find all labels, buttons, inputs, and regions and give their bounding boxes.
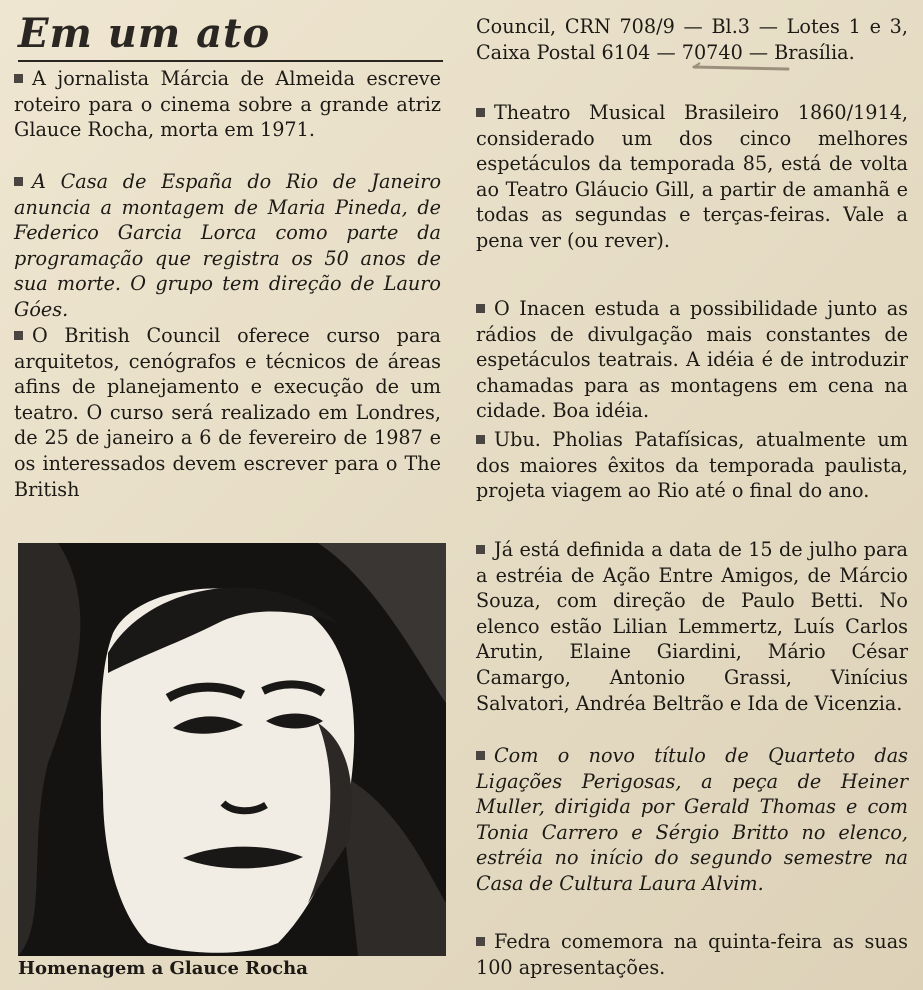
portrait-photo (18, 543, 446, 956)
bullet-icon (476, 545, 485, 554)
right-paragraph-4: Ubu. Pholias Patafísicas, atualmente um dos maiores êxitos da temporada paulista, projeta viagem ao Rio até o final do ano. (476, 428, 908, 503)
staple-icon (692, 60, 792, 74)
bullet-icon (476, 108, 485, 117)
right-paragraph-7: Fedra comemora na quinta-feira as suas 100 apresentações. (476, 930, 908, 979)
left-paragraph-2: A Casa de España do Rio de Janeiro anuncia a montagem de Maria Pineda, de Federico Garcia Lorca como parte da programação que registra os 50 anos de sua morte. O grupo tem direção de Lauro Góes. (14, 170, 441, 321)
bullet-icon (14, 74, 23, 83)
article-title: Em um ato (18, 10, 443, 62)
bullet-icon (14, 177, 23, 186)
bullet-icon (14, 331, 23, 340)
right-paragraph-3: O Inacen estuda a possibilidade junto as rádios de divulgação mais constantes de espetáculos teatrais. A idéia é de introduzir chamadas para as montagens em cena na cidade. Boa idéia. (476, 297, 908, 423)
right-paragraph-6: Com o novo título de Quarteto das Ligações Perigosas, a peça de Heiner Muller, dirigida por Gerald Thomas e com Tonia Carrero e Sérgio Britto no elenco, estréia no início do segundo semestre na Casa de Cultura Laura Alvim. (476, 744, 908, 895)
right-paragraph-1: Council, CRN 708/9 — Bl.3 — Lotes 1 e 3, Caixa Postal 6104 — 70740 — Brasília. (476, 15, 908, 64)
bullet-icon (476, 937, 485, 946)
bullet-icon (476, 304, 485, 313)
left-paragraph-1: A jornalista Márcia de Almeida escreve roteiro para o cinema sobre a grande atriz Glauce Rocha, morta em 1971. (14, 67, 441, 142)
portrait-illustration-icon (18, 543, 446, 956)
right-paragraph-2: Theatro Musical Brasileiro 1860/1914, considerado um dos cinco melhores espetáculos da temporada 85, está de volta ao Teatro Gláucio Gill, a partir de amanhã e todas as segundas e terças-feiras. Vale a pena ver (ou rever). (476, 101, 908, 252)
photo-caption: Homenagem a Glauce Rocha (18, 958, 308, 979)
left-paragraph-3: O British Council oferece curso para arquitetos, cenógrafos e técnicos de áreas afins de planejamento e execução de um teatro. O curso será realizado em Londres, de 25 de janeiro a 6 de fevereiro de 1987 e os interessados devem escrever para o The British (14, 324, 441, 501)
bullet-icon (476, 751, 485, 760)
right-paragraph-5: Já está definida a data de 15 de julho para a estréia de Ação Entre Amigos, de Márcio Souza, com direção de Paulo Betti. No elenco estão Lilian Lemmertz, Luís Carlos Arutin, Elaine Giardini, Mário César Camargo, Antonio Grassi, Vinícius Salvatori, Andréa Beltrão e Ida de Vicenzia. (476, 538, 908, 715)
bullet-icon (476, 435, 485, 444)
